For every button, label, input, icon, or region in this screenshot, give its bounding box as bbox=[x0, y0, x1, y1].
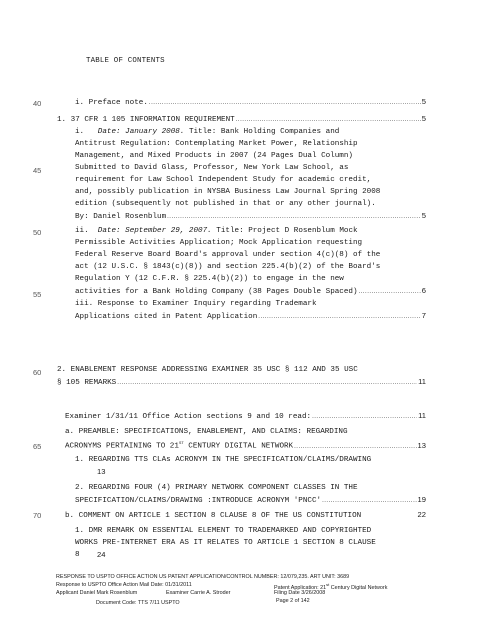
leader-dots bbox=[167, 211, 421, 223]
footer-page-number: Page 2 of 142 bbox=[276, 598, 310, 604]
toc-entry-label: i. Preface note. bbox=[75, 99, 148, 107]
toc-entry-label: activities for a Bank Holding Company (38 Pages Double Spaced) bbox=[75, 288, 358, 296]
toc-heading: TABLE OF CONTENTS bbox=[86, 57, 165, 65]
sub-entry-i-line5: requirement for Law School Independent Study for academic credit, bbox=[75, 176, 372, 184]
toc-page-number: 5 bbox=[421, 211, 426, 220]
toc-entry-label: Applications cited in Patent Application bbox=[75, 313, 258, 321]
toc-page-number: 5 bbox=[421, 114, 426, 123]
sub-entry-ii-line2: Permissible Activities Application; Mock Application requesting bbox=[75, 239, 363, 247]
sub-entry-i-line7: edition (subsequently not published in that or any other journal). bbox=[75, 200, 376, 208]
leader-dots bbox=[294, 441, 416, 453]
toc-entry-preface[interactable] bbox=[75, 96, 426, 109]
toc-entry-sub-i[interactable] bbox=[75, 210, 426, 223]
toc-entry-sub-ii[interactable] bbox=[75, 285, 426, 298]
toc-page-number: 6 bbox=[421, 286, 426, 295]
line-number-40: 40 bbox=[33, 99, 42, 108]
line-number-60: 60 bbox=[33, 368, 42, 377]
toc-entry-enablement[interactable] bbox=[57, 376, 426, 389]
toc-entry-preamble[interactable] bbox=[65, 438, 426, 453]
line-number-70: 70 bbox=[33, 511, 42, 520]
toc-dmr-line3-clause: 8 bbox=[75, 551, 80, 559]
toc-page-number: 19 bbox=[417, 495, 426, 504]
toc-entry-label: 1. 37 CFR 1 105 INFORMATION REQUIREMENT bbox=[57, 116, 235, 124]
sub-entry-iii-line1: iii. Response to Examiner Inquiry regarding Trademark bbox=[75, 300, 317, 308]
sub-entry-i-line6: and, possibly publication in NYSBA Business Law Journal Spring 2008 bbox=[75, 188, 381, 196]
entry-date: Date: September 29, 2007. bbox=[97, 227, 212, 235]
toc-entry-label: Examiner 1/31/11 Office Action sections 9 and 10 read: bbox=[65, 413, 312, 421]
toc-dmr-line2: WORKS PRE-INTERNET ERA AS IT RELATES TO ARTICLE 1 SECTION 8 CLAUSE bbox=[75, 539, 376, 547]
toc-enablement-line1: 2. ENABLEMENT RESPONSE ADDRESSING EXAMINER 35 USC § 112 AND 35 USC bbox=[57, 366, 358, 374]
footer-filing-date: Filing Date 3/26/2008 bbox=[274, 590, 326, 596]
sub-entry-i-line1: i. Date: January 2008. Title: Bank Holding Companies and bbox=[75, 128, 340, 136]
leader-dots bbox=[149, 97, 421, 109]
toc-entry-article[interactable] bbox=[65, 509, 426, 522]
toc-page-number: 13 bbox=[417, 440, 426, 450]
toc-entry-label: ACRONYMS PERTAINING TO 21ST CENTURY DIGITAL NETWORK bbox=[65, 442, 294, 451]
sub-entry-ii-line1: ii. Date: September 29, 2007. Title: Project D Rosenblum Mock bbox=[75, 227, 358, 235]
leader-dots bbox=[117, 377, 417, 389]
toc-dmr-line1: 1. DMR REMARK ON ESSENTIAL ELEMENT TO TRADEMARKED AND COPYRIGHTED bbox=[75, 527, 372, 535]
footer-applicant: Applicant Daniel Mark Rosenblum bbox=[56, 590, 138, 596]
toc-preamble-line1: a. PREAMBLE: SPECIFICATIONS, ENABLEMENT, AND CLAIMS: REGARDING bbox=[65, 428, 348, 436]
toc-dmr-page[interactable]: 24 bbox=[97, 550, 106, 559]
toc-page-number: 11 bbox=[418, 411, 426, 420]
sub-entry-i-line3: Management, and Mixed Products in 2007 (24 Pages Dual Column) bbox=[75, 152, 353, 160]
toc-page-number: 11 bbox=[418, 377, 426, 386]
toc-entry-label: By: Daniel Rosenblum bbox=[75, 213, 167, 221]
toc-tts-line1: 1. REGARDING TTS CLAs ACRONYM IN THE SPECIFICATION/CLAIMS/DRAWING bbox=[75, 456, 372, 464]
line-number-45: 45 bbox=[33, 166, 42, 175]
toc-entry-four[interactable] bbox=[75, 494, 426, 507]
footer-document-code: Document Code: TTS 7/11 USPTO bbox=[96, 600, 180, 606]
line-number-65: 65 bbox=[33, 442, 42, 451]
sub-entry-i-line4: Submitted to David Glass, Professor, New York Law School, as bbox=[75, 164, 349, 172]
toc-page-number: 5 bbox=[421, 97, 426, 106]
toc-entry-examiner[interactable] bbox=[65, 410, 426, 423]
toc-entry-label: § 105 REMARKS bbox=[57, 379, 117, 387]
line-number-55: 55 bbox=[33, 290, 42, 299]
leader-dots bbox=[312, 411, 417, 423]
toc-entry-label: b. COMMENT ON ARTICLE 1 SECTION 8 CLAUSE 8 OF THE US CONSTITUTION bbox=[65, 512, 362, 520]
leader-dots bbox=[322, 495, 416, 507]
toc-entry-label: SPECIFICATION/CLAIMS/DRAWING :INTRODUCE ACRONYM 'PNCC' bbox=[75, 497, 322, 505]
sub-entry-ii-line5: Regulation Y (12 C.F.R. § 225.4(b)(2)) to engage in the new bbox=[75, 275, 344, 283]
footer-examiner: Examiner Carrie A. Stroder bbox=[166, 590, 231, 596]
sub-entry-ii-line4: act (12 U.S.C. § 1843(c)(8)) and section 225.4(b)(2) of the Board's bbox=[75, 263, 381, 271]
toc-tts-page[interactable]: 13 bbox=[97, 467, 106, 476]
footer-line1: RESPONSE TO USPTO OFFICE ACTION US PATENT APPLICATION/CONTROL NUMBER: 12/079,235. ART UNIT: 3689 bbox=[56, 574, 350, 580]
toc-page-number: 22 bbox=[417, 510, 426, 519]
line-number-50: 50 bbox=[33, 228, 42, 237]
leader-dots bbox=[236, 114, 421, 126]
toc-four-line1: 2. REGARDING FOUR (4) PRIMARY NETWORK COMPONENT CLASSES IN THE bbox=[75, 484, 358, 492]
toc-page-number: 7 bbox=[421, 311, 426, 320]
footer-line2-left: Response to USPTO Office Action Mail Date: 01/31/2011 bbox=[56, 582, 192, 588]
footer-line2-right: Patent Application: 21st Century Digital Network bbox=[274, 582, 388, 591]
toc-entry-sub-iii[interactable] bbox=[75, 310, 426, 323]
sub-entry-i-line2: Antitrust Regulation: Contemplating Market Power, Relationship bbox=[75, 140, 358, 148]
toc-entry-cfr[interactable] bbox=[57, 113, 426, 126]
leader-dots bbox=[359, 286, 421, 298]
entry-date: Date: January 2008. bbox=[97, 128, 185, 136]
sub-entry-ii-line3: Federal Reserve Board Board's approval under section 4(c)(8) of the bbox=[75, 251, 381, 259]
leader-dots bbox=[258, 311, 420, 323]
